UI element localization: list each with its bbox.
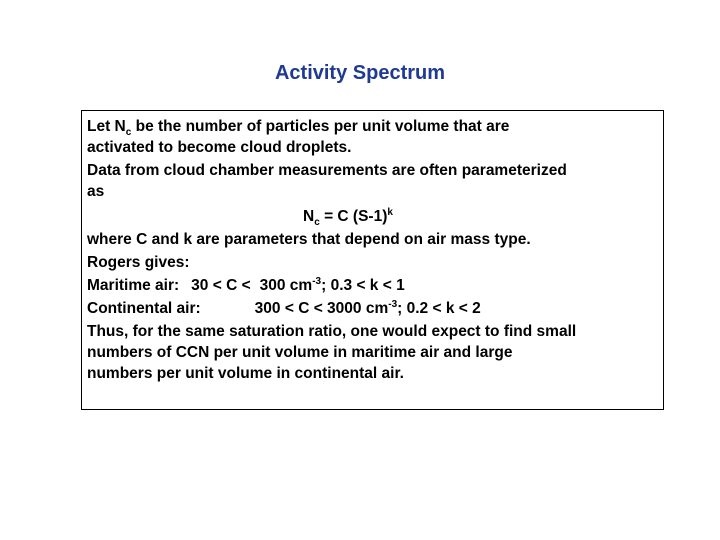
continental-k-range: ; 0.2 < k < 2 [397, 300, 481, 317]
equation-lhs: N [303, 208, 315, 225]
parameterization-line-1: Data from cloud chamber measurements are often parameterized [87, 162, 567, 179]
maritime-line [87, 275, 662, 296]
definition-line-1 [87, 116, 662, 137]
equation-exponent: k [387, 206, 393, 218]
parameterization-line-2: as [87, 183, 105, 200]
conclusion-line-3: numbers per unit volume in continental air. [87, 365, 404, 382]
continental-label: Continental air: [87, 300, 201, 317]
equation-lhs-subscript: c [314, 217, 320, 229]
definition-line-2: activated to become cloud droplets. [87, 139, 352, 156]
nc-symbol: Let N [87, 118, 126, 135]
maritime-label: Maritime air: [87, 277, 180, 294]
slide-title: Activity Spectrum [274, 62, 446, 84]
nc-subscript: c [125, 127, 132, 139]
conclusion-line-2: numbers of CCN per unit volume in maritime air and large [87, 344, 513, 361]
equation-rhs: = C (S-1) [319, 208, 388, 225]
parameters-line: where C and k are parameters that depend on air mass type. [87, 231, 531, 248]
content-text [87, 116, 662, 384]
rogers-line: Rogers gives: [87, 254, 190, 271]
definition-text: be the number of particles per unit volume that are [131, 118, 510, 135]
continental-line [87, 298, 662, 319]
maritime-c-range-b: 300 cm [259, 277, 313, 294]
activity-equation [87, 206, 662, 227]
continental-c-range: 300 < C < 3000 cm [254, 300, 389, 317]
maritime-c-range-a: 30 < C < [191, 277, 251, 294]
maritime-unit-exponent: -3 [312, 275, 322, 287]
continental-unit-exponent: -3 [388, 298, 398, 310]
conclusion-line-1: Thus, for the same saturation ratio, one would expect to find small [87, 323, 577, 340]
maritime-k-range: ; 0.3 < k < 1 [321, 277, 405, 294]
